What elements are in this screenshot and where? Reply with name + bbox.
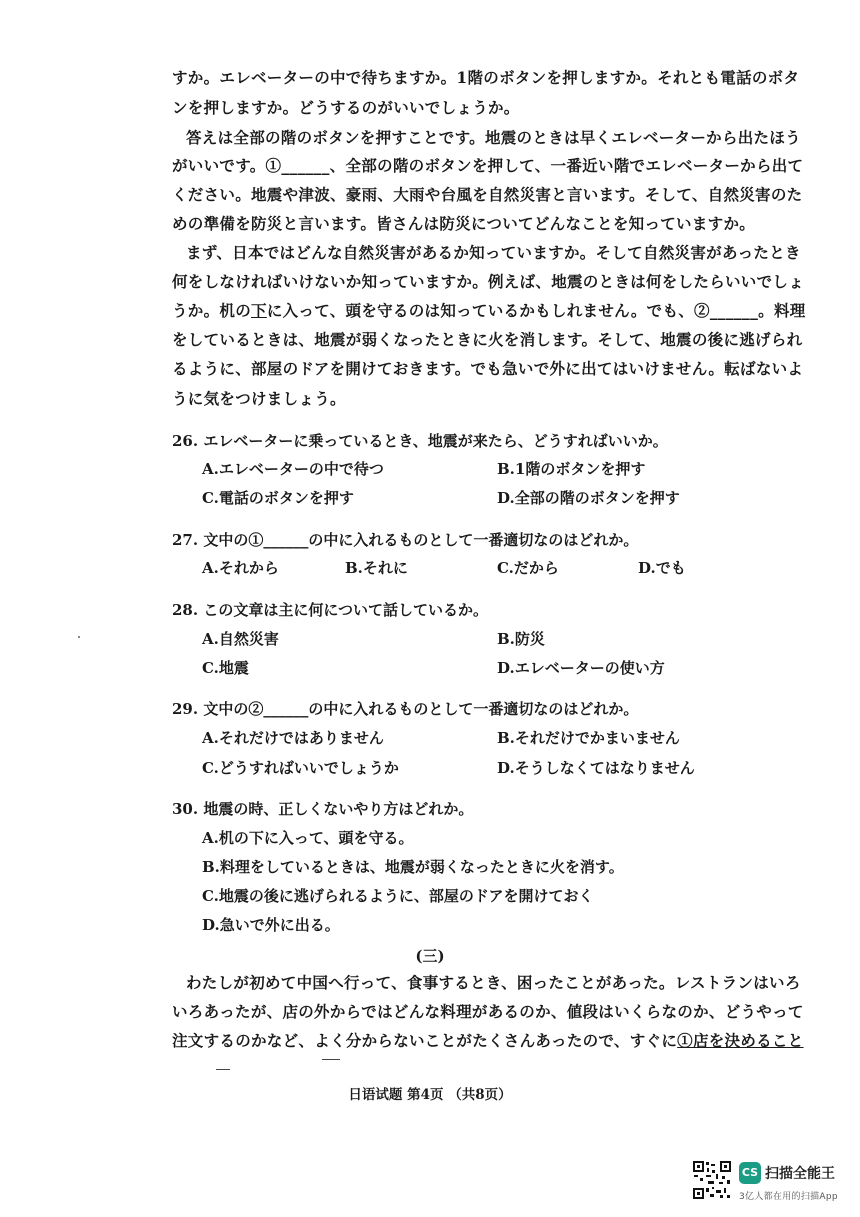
question-28-stem: 28. この文章は主に何について話しているか。 [172, 601, 489, 619]
question-26-option-c: C.電話のボタンを押す [202, 489, 354, 507]
passage-line-4: がいいです。①______、全部の階のボタンを押して、一番近い階でエレベーターから出て [172, 156, 804, 175]
passage-line-6: めの準備を防災と言います。皆さんは防災についてどんなことを知っていますか。 [172, 214, 756, 233]
passage-line-8: 何をしなければいけないか知っていますか。例えば、地震のときは何をしたらいいでしょ [172, 272, 805, 291]
underlined-phrase: ①店を決めること [677, 1031, 804, 1050]
scan-mark [322, 1059, 340, 1060]
section3-line-3 [172, 1031, 804, 1051]
question-29-option-d: D.そうしなくてはなりません [497, 759, 695, 777]
question-28-option-b: B.防災 [497, 630, 545, 648]
passage-line-9-c: に入って、頭を守るのは知っているかもしれません。でも、②______。料理 [266, 301, 806, 320]
question-30-stem: 30. 地震の時、正しくないやり方はどれか。 [172, 800, 474, 818]
question-26-option-d: D.全部の階のボタンを押す [497, 489, 680, 507]
question-27-option-a: A.それから [202, 559, 279, 577]
question-27-stem: 27. 文中の①______の中に入れるものとして一番適切なのはどれか。 [172, 531, 639, 549]
camscanner-logo-icon: CS [739, 1162, 761, 1184]
question-27-option-d: D.でも [638, 559, 686, 577]
question-29-option-b: B.それだけでかまいません [497, 729, 680, 747]
passage-line-12: うに気をつけましょう。 [172, 389, 346, 408]
passage-line-7: まず、日本ではどんな自然災害があるか知っていますか。そして自然災害があったとき [186, 243, 801, 262]
underlined-word: 下 [251, 301, 267, 320]
passage-line-3: 答えは全部の階のボタンを押すことです。地震のときは早くエレベーターから出たほう [186, 128, 801, 147]
scan-speck [78, 636, 80, 638]
qr-code-icon [692, 1160, 732, 1200]
question-26-option-a: A.エレベーターの中で待つ [202, 460, 384, 478]
scanner-brand-name: 扫描全能王 [765, 1166, 835, 1182]
section3-line-3-a: 注文するのかなど、よく分からないことがたくさんあったので、すぐに [172, 1031, 678, 1050]
question-30-option-c: C.地震の後に逃げられるように、部屋のドアを開けておく [202, 887, 594, 905]
question-28-option-a: A.自然災害 [202, 630, 279, 648]
passage-line-9-a: うか。机の [172, 301, 252, 320]
question-27-option-c: C.だから [497, 559, 559, 577]
passage-line-5: ください。地震や津波、豪雨、大雨や台風を自然災害と言います。そして、自然災害のた [172, 185, 803, 204]
question-26-stem: 26. エレベーターに乗っているとき、地震が来たら、どうすればいいか。 [172, 432, 668, 450]
passage-line-9 [172, 301, 806, 321]
question-29-option-a: A.それだけではありません [202, 729, 384, 747]
question-30-option-b: B.料理をしているときは、地震が弱くなったときに火を消す。 [202, 858, 624, 876]
question-28-option-c: C.地震 [202, 659, 249, 677]
page-footer: 日语试题 第4页 （共8页） [348, 1087, 512, 1103]
question-26-option-b: B.1階のボタンを押す [497, 460, 646, 478]
question-28-option-d: D.エレベーターの使い方 [497, 659, 665, 677]
question-30-option-d: D.急いで外に出る。 [202, 916, 340, 934]
scan-mark [216, 1069, 230, 1070]
section3-line-1: わたしが初めて中国へ行って、食事するとき、困ったことがあった。レストランはいろ [186, 973, 801, 992]
question-27-option-b: B.それに [345, 559, 408, 577]
passage-line-10: をしているときは、地震が弱くなったときに火を消します。そして、地震の後に逃げられ [172, 330, 803, 349]
question-29-stem: 29. 文中の②______の中に入れるものとして一番適切なのはどれか。 [172, 700, 639, 718]
passage-line-1: すか。エレベーターの中で待ちますか。1階のボタンを押しますか。それとも電話のボタ [172, 68, 800, 87]
passage-line-2: ンを押しますか。どうするのがいいでしょうか。 [172, 98, 520, 117]
section-marker: (三) [415, 947, 445, 965]
passage-line-11: るように、部屋のドアを開けておきます。でも急いで外に出てはいけません。転ばないよ [172, 359, 804, 378]
question-30-option-a: A.机の下に入って、頭を守る。 [202, 829, 414, 847]
question-29-option-c: C.どうすればいいでしょうか [202, 759, 399, 777]
section3-line-2: いろあったが、店の外からではどんな料理があるのか、値段はいくらなのか、どうやって [172, 1002, 804, 1021]
scanner-tagline: 3亿人都在用的扫描App [739, 1192, 838, 1202]
